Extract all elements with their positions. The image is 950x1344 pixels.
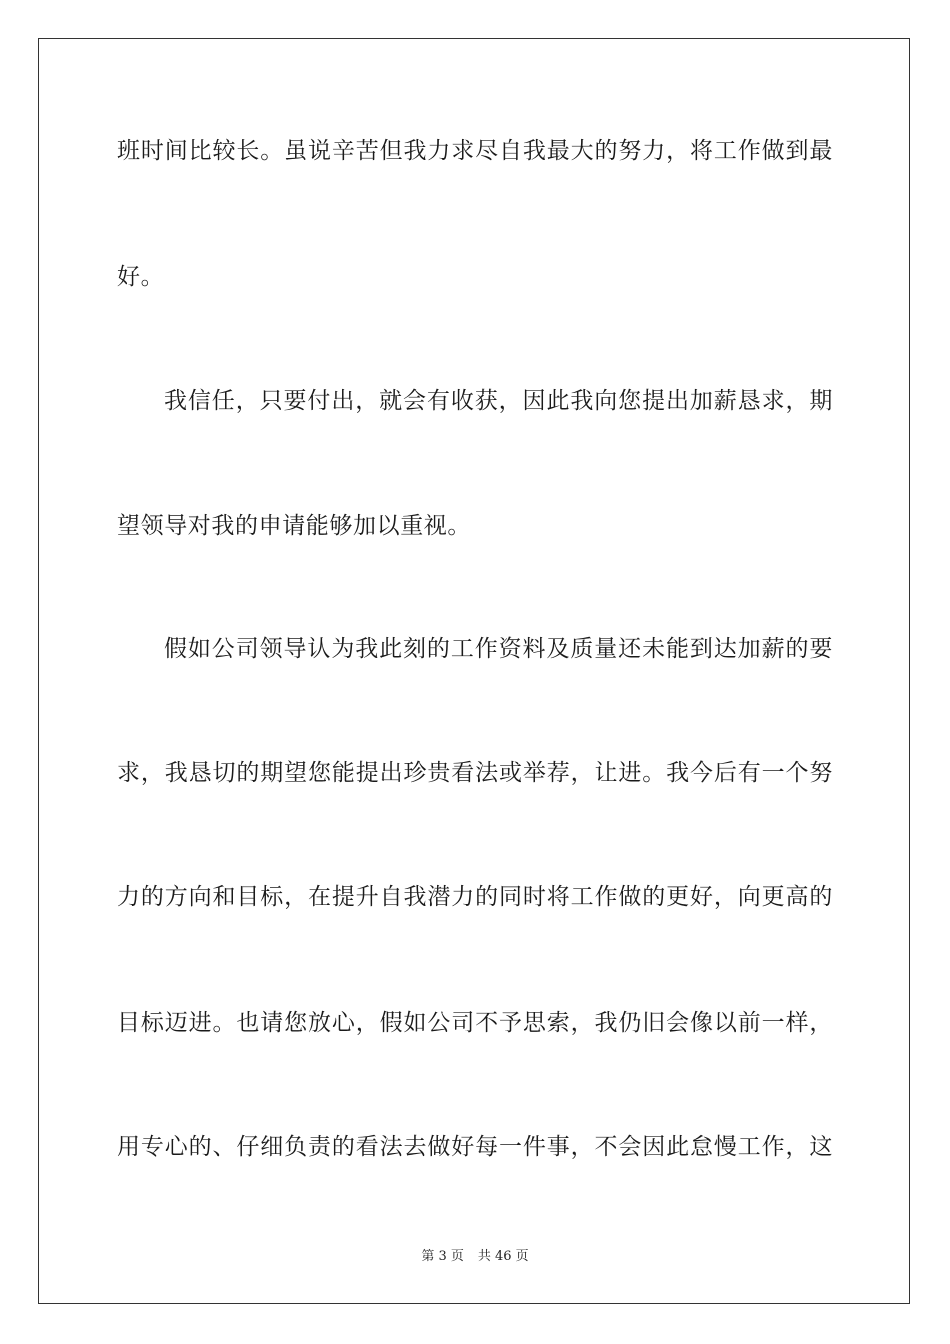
body-text-line: 力的方向和目标，在提升自我潜力的同时将工作做的更好，向更高的 [117,884,833,910]
page-total: 共 46 页 [477,1249,529,1264]
body-text-line: 班时间比较长。虽说辛苦但我力求尽自我最大的努力，将工作做到最 [117,138,833,164]
body-text-line: 目标迈进。也请您放心，假如公司不予思索，我仍旧会像以前一样， [117,1010,833,1036]
body-text-line: 用专心的、仔细负责的看法去做好每一件事，不会因此怠慢工作，这 [117,1134,833,1160]
paragraph-first-line: 假如公司领导认为我此刻的工作资料及质量还未能到达加薪的要 [164,636,833,662]
body-text-line: 求，我恳切的期望您能提出珍贵看法或举荐，让进。我今后有一个努 [117,760,833,786]
body-text-line: 好。 [117,264,165,290]
paragraph-first-line: 我信任，只要付出，就会有收获，因此我向您提出加薪恳求，期 [164,388,833,414]
body-text-line: 望领导对我的申请能够加以重视。 [117,513,471,539]
page-border [38,38,910,1304]
page-footer [0,1248,950,1266]
page-number: 第 3 页 [421,1249,464,1264]
